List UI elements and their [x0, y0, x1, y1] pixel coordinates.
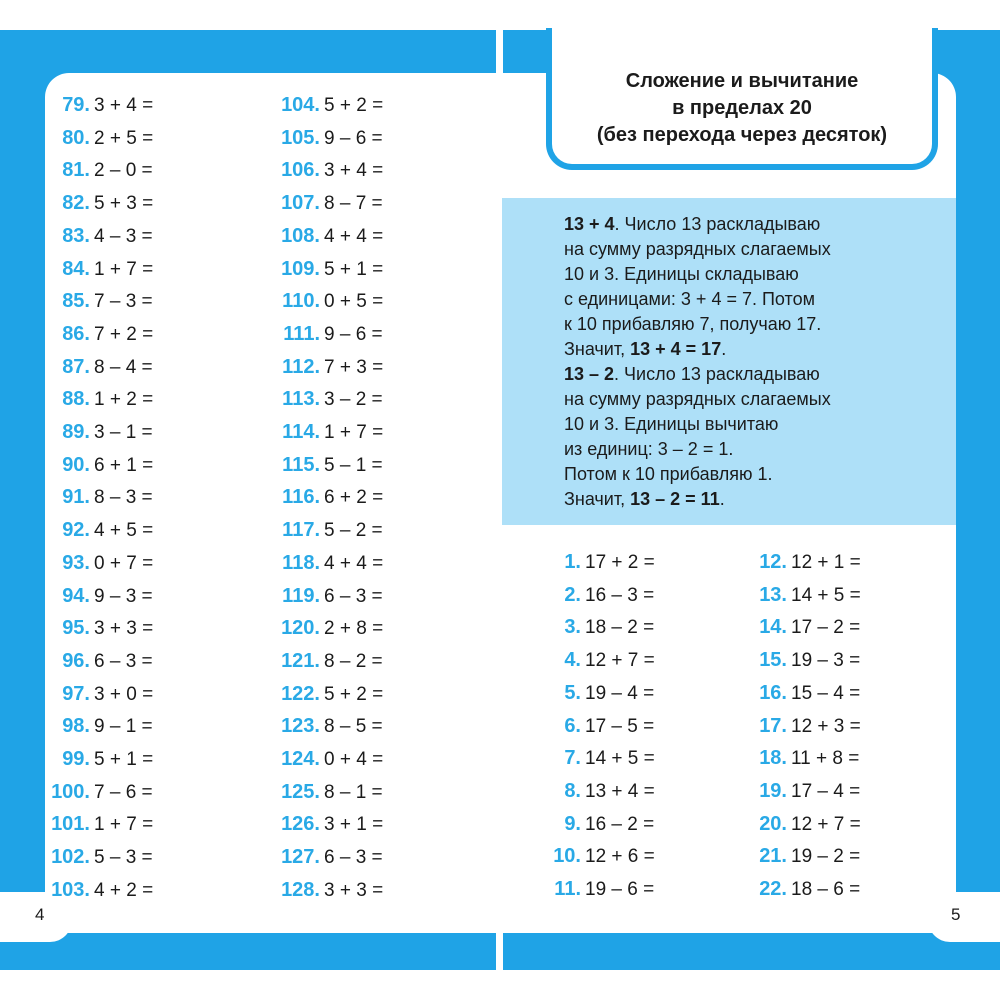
exercise-item	[733, 747, 859, 770]
exercise-item	[36, 258, 153, 281]
exercise-item	[527, 649, 655, 672]
exercise-expression: 19 – 6 =	[585, 879, 655, 900]
exercise-number: 105.	[281, 126, 320, 149]
exercise-item	[36, 225, 153, 248]
exercise-number: 120.	[281, 617, 320, 640]
exercise-number: 91.	[62, 486, 90, 509]
exercise-expression: 4 – 3 =	[94, 225, 153, 247]
exercise-expression: 14 + 5 =	[585, 748, 655, 770]
exercise-item	[266, 552, 383, 575]
section-title	[552, 68, 932, 149]
exercise-expression: 12 + 3 =	[791, 715, 861, 737]
exercise-expression: 5 – 1 =	[324, 454, 383, 476]
exercise-number: 117.	[282, 519, 320, 542]
exercise-expression: 0 + 5 =	[324, 291, 384, 313]
exercise-number: 112.	[282, 355, 320, 378]
exercise-item	[36, 879, 153, 902]
exercise-expression: 17 – 4 =	[791, 780, 861, 802]
exercise-item	[266, 127, 383, 150]
exercise-number: 102.	[51, 846, 90, 869]
exercise-item	[266, 617, 383, 640]
exercise-item	[733, 682, 860, 705]
exercise-expression: 8 – 4 =	[94, 356, 153, 378]
rule-line: на сумму разрядных слагаемых	[564, 239, 831, 259]
rule-example-expression: 13 – 2	[564, 364, 615, 384]
exercise-number: 121.	[281, 649, 320, 672]
exercise-number: 82.	[62, 192, 90, 215]
exercise-item	[527, 878, 654, 901]
exercise-number: 125.	[281, 780, 320, 803]
rule-example-expression: 13 + 4	[564, 214, 615, 234]
exercise-expression: 19 – 2 =	[791, 846, 861, 868]
exercise-number: 111.	[283, 322, 320, 345]
section-title-line: в пределах 20	[672, 97, 812, 119]
exercise-expression: 8 – 1 =	[324, 781, 383, 803]
exercise-item	[36, 617, 153, 640]
exercise-item	[36, 650, 153, 673]
exercise-expression: 3 + 3 =	[94, 618, 154, 640]
exercise-number: 15.	[759, 649, 787, 672]
exercise-number: 12.	[759, 551, 787, 573]
exercise-item	[266, 323, 383, 346]
exercise-expression: 12 + 7 =	[791, 813, 861, 835]
exercise-expression: 4 + 4 =	[324, 225, 384, 247]
exercise-item	[266, 519, 383, 542]
exercise-item	[36, 781, 153, 804]
rule-line: 10 и 3. Единицы вычитаю	[564, 414, 779, 434]
exercise-item	[733, 649, 860, 672]
exercise-number: 93.	[62, 551, 90, 574]
exercise-expression: 2 – 0 =	[94, 160, 153, 182]
exercise-number: 18.	[759, 747, 787, 770]
exercise-expression: 8 – 3 =	[94, 487, 153, 509]
exercise-expression: 19 – 4 =	[585, 682, 655, 704]
exercise-number: 124.	[281, 748, 320, 770]
exercise-item	[266, 748, 383, 771]
exercise-expression: 8 – 5 =	[324, 716, 383, 738]
exercise-item	[266, 879, 383, 902]
section-title-box	[546, 28, 938, 170]
exercise-number: 4.	[564, 649, 581, 672]
exercise-expression: 7 + 3 =	[324, 356, 384, 378]
exercise-number: 96.	[62, 649, 90, 672]
exercise-item	[527, 682, 654, 705]
exercise-expression: 16 – 2 =	[585, 813, 655, 835]
exercise-expression: 19 – 3 =	[791, 650, 861, 672]
exercise-expression: 15 – 4 =	[791, 682, 861, 704]
exercise-number: 106.	[281, 159, 320, 182]
exercise-number: 19.	[759, 779, 787, 802]
exercise-item	[733, 616, 860, 639]
exercise-expression: 3 + 4 =	[94, 95, 154, 116]
rule-line: 10 и 3. Единицы складываю	[564, 264, 799, 284]
exercise-item	[733, 845, 860, 868]
exercise-number: 6.	[564, 714, 581, 737]
rule-line: Значит, 13 – 2 = 11.	[564, 489, 725, 509]
exercise-item	[266, 356, 383, 379]
exercise-expression: 13 + 4 =	[585, 780, 655, 802]
exercise-expression: 5 + 1 =	[94, 749, 154, 770]
exercise-number: 87.	[62, 355, 90, 378]
section-title-line: (без перехода через десяток)	[596, 124, 888, 146]
rule-result: 13 – 2 = 11	[630, 489, 720, 509]
exercise-number: 80.	[62, 126, 90, 149]
exercise-expression: 6 + 2 =	[324, 487, 384, 509]
exercise-item	[266, 225, 383, 248]
exercise-number: 110.	[282, 290, 320, 313]
exercise-expression: 1 + 7 =	[94, 814, 154, 836]
exercise-expression: 5 + 2 =	[324, 683, 384, 705]
exercise-number: 13.	[759, 583, 787, 606]
exercise-expression: 12 + 1 =	[791, 552, 861, 573]
exercise-expression: 1 + 2 =	[94, 389, 154, 411]
exercise-item	[266, 813, 383, 836]
exercise-number: 119.	[282, 584, 320, 607]
exercise-number: 79.	[62, 94, 90, 116]
exercise-number: 118.	[282, 551, 320, 574]
exercise-expression: 18 – 2 =	[585, 617, 655, 639]
rule-result: 13 + 4 = 17	[630, 339, 722, 359]
exercise-item	[527, 813, 654, 836]
exercise-item	[266, 159, 383, 182]
exercise-item	[36, 159, 153, 182]
exercise-number: 101.	[51, 813, 90, 836]
exercise-expression: 6 – 3 =	[94, 650, 153, 672]
exercise-item	[733, 551, 861, 574]
exercise-expression: 11 + 8 =	[791, 748, 860, 770]
exercise-item	[36, 813, 153, 836]
exercise-expression: 7 – 6 =	[94, 781, 153, 803]
exercise-item	[266, 421, 383, 444]
exercise-item	[527, 747, 655, 770]
exercise-item	[733, 715, 861, 738]
exercise-expression: 12 + 7 =	[585, 650, 655, 672]
exercise-item	[527, 715, 654, 738]
exercise-item	[266, 94, 383, 117]
exercise-item	[36, 683, 153, 706]
exercise-item	[36, 388, 153, 411]
exercise-number: 8.	[564, 779, 581, 802]
exercise-expression: 3 + 4 =	[324, 160, 384, 182]
exercise-expression: 3 + 0 =	[94, 683, 154, 705]
section-title-line: Сложение и вычитание	[625, 70, 859, 92]
exercise-item	[36, 846, 153, 869]
exercise-number: 84.	[62, 257, 90, 280]
exercise-expression: 6 – 3 =	[324, 585, 383, 607]
exercise-item	[266, 454, 383, 477]
exercise-item	[266, 192, 383, 215]
exercise-item	[36, 585, 153, 608]
exercise-expression: 0 + 4 =	[324, 749, 384, 770]
right-page-number: 5	[951, 905, 961, 924]
exercise-expression: 17 – 2 =	[791, 617, 861, 639]
exercise-item	[36, 192, 153, 215]
rule-line: 13 + 4. Число 13 раскладываю	[564, 214, 821, 234]
rule-line: Потом к 10 прибавляю 1.	[564, 464, 773, 484]
exercise-number: 5.	[564, 681, 581, 704]
exercise-expression: 4 + 2 =	[94, 879, 154, 901]
exercise-item	[266, 650, 383, 673]
exercise-number: 3.	[564, 616, 581, 639]
exercise-expression: 2 + 8 =	[324, 618, 384, 640]
exercise-number: 100.	[51, 780, 90, 803]
exercise-number: 14.	[759, 616, 787, 639]
exercise-expression: 5 + 1 =	[324, 258, 384, 280]
exercise-expression: 2 + 5 =	[94, 127, 154, 149]
exercise-item	[733, 780, 860, 803]
exercise-expression: 5 – 2 =	[324, 520, 383, 542]
exercise-number: 21.	[759, 845, 787, 868]
exercise-item	[36, 323, 153, 346]
exercise-expression: 8 – 2 =	[324, 650, 383, 672]
exercise-number: 128.	[281, 878, 320, 901]
exercise-number: 89.	[62, 421, 90, 443]
exercise-item	[36, 94, 153, 117]
exercise-number: 107.	[281, 192, 320, 215]
exercise-item	[266, 585, 383, 608]
exercise-item	[36, 486, 153, 509]
exercise-number: 108.	[281, 224, 320, 247]
exercise-expression: 6 + 1 =	[94, 454, 154, 476]
rule-explanation-text	[564, 212, 831, 512]
exercise-number: 99.	[62, 748, 90, 770]
exercise-number: 90.	[62, 453, 90, 476]
rule-line: к 10 прибавляю 7, получаю 17.	[564, 314, 822, 334]
exercise-number: 114.	[282, 421, 320, 443]
exercise-number: 1.	[564, 551, 581, 573]
exercise-number: 95.	[62, 617, 90, 640]
exercise-number: 81.	[62, 159, 90, 182]
exercise-number: 104.	[281, 94, 320, 116]
exercise-number: 97.	[62, 682, 90, 705]
exercise-item	[266, 715, 383, 738]
exercise-expression: 1 + 7 =	[324, 422, 384, 443]
exercise-number: 11.	[554, 878, 581, 900]
exercise-number: 86.	[62, 322, 90, 345]
exercise-number: 17.	[759, 714, 787, 737]
exercise-item	[266, 486, 383, 509]
exercise-expression: 18 – 6 =	[791, 879, 861, 900]
exercise-number: 88.	[62, 388, 90, 411]
exercise-number: 22.	[759, 878, 787, 900]
exercise-expression: 4 + 4 =	[324, 552, 384, 574]
exercise-item	[527, 845, 655, 868]
exercise-item	[266, 290, 383, 313]
exercise-expression: 6 – 3 =	[324, 847, 383, 869]
exercise-expression: 5 + 2 =	[324, 95, 384, 116]
exercise-item	[266, 388, 383, 411]
exercise-number: 85.	[62, 290, 90, 313]
exercise-number: 10.	[553, 845, 581, 868]
exercise-item	[36, 715, 153, 738]
rule-line: из единиц: 3 – 2 = 1.	[564, 439, 734, 459]
exercise-number: 9.	[564, 812, 581, 835]
exercise-item	[527, 551, 655, 574]
exercise-number: 116.	[282, 486, 320, 509]
exercise-item	[36, 290, 153, 313]
rule-explanation-box	[502, 198, 956, 525]
exercise-number: 123.	[281, 715, 320, 738]
exercise-expression: 9 – 6 =	[324, 323, 383, 345]
exercise-expression: 1 + 7 =	[94, 258, 154, 280]
exercise-item	[266, 846, 383, 869]
exercise-number: 103.	[51, 878, 90, 901]
left-page-number: 4	[35, 905, 45, 924]
exercise-expression: 12 + 6 =	[585, 846, 655, 868]
exercise-number: 16.	[759, 681, 787, 704]
exercise-number: 2.	[564, 583, 581, 606]
exercise-column-left-2	[266, 94, 446, 904]
exercise-expression: 3 + 1 =	[324, 814, 384, 836]
exercise-number: 115.	[282, 453, 320, 476]
exercise-number: 113.	[282, 388, 320, 411]
exercise-item	[733, 813, 861, 836]
exercise-expression: 3 – 1 =	[94, 422, 153, 443]
exercise-item	[36, 356, 153, 379]
exercise-item	[527, 780, 655, 803]
exercise-expression: 17 – 5 =	[585, 715, 655, 737]
exercise-expression: 3 – 2 =	[324, 389, 383, 411]
exercise-expression: 3 + 3 =	[324, 879, 384, 901]
exercise-number: 122.	[281, 682, 320, 705]
exercise-expression: 0 + 7 =	[94, 552, 154, 574]
exercise-expression: 17 + 2 =	[585, 552, 655, 573]
exercise-number: 20.	[759, 812, 787, 835]
rule-line: Значит, 13 + 4 = 17.	[564, 339, 727, 359]
exercise-expression: 9 – 3 =	[94, 585, 153, 607]
rule-line: на сумму разрядных слагаемых	[564, 389, 831, 409]
exercise-number: 92.	[62, 519, 90, 542]
exercise-number: 127.	[281, 846, 320, 869]
exercise-item	[733, 878, 860, 901]
exercise-expression: 8 – 7 =	[324, 193, 383, 215]
exercise-expression: 5 – 3 =	[94, 847, 153, 869]
exercise-column-right-1	[527, 551, 707, 901]
exercise-column-left-1	[36, 94, 216, 904]
exercise-expression: 9 – 6 =	[324, 127, 383, 149]
exercise-number: 126.	[281, 813, 320, 836]
exercise-item	[266, 781, 383, 804]
exercise-expression: 7 – 3 =	[94, 291, 153, 313]
exercise-item	[527, 584, 654, 607]
exercise-item	[36, 127, 153, 150]
exercise-expression: 7 + 2 =	[94, 323, 154, 345]
exercise-number: 109.	[281, 257, 320, 280]
exercise-expression: 5 + 3 =	[94, 193, 154, 215]
rule-line: 13 – 2. Число 13 раскладываю	[564, 364, 820, 384]
exercise-item	[36, 552, 153, 575]
exercise-number: 94.	[62, 584, 90, 607]
exercise-number: 7.	[564, 747, 581, 770]
exercise-item	[266, 258, 383, 281]
exercise-expression: 14 + 5 =	[791, 584, 861, 606]
right-page-number-tab	[928, 892, 1000, 942]
exercise-item	[36, 519, 153, 542]
exercise-number: 98.	[62, 715, 90, 738]
rule-line: с единицами: 3 + 4 = 7. Потом	[564, 289, 815, 309]
exercise-item	[36, 748, 153, 771]
exercise-item	[733, 584, 861, 607]
exercise-expression: 4 + 5 =	[94, 520, 154, 542]
exercise-expression: 9 – 1 =	[94, 716, 153, 738]
exercise-item	[527, 616, 654, 639]
exercise-item	[36, 454, 153, 477]
exercise-number: 83.	[62, 224, 90, 247]
exercise-item	[266, 683, 383, 706]
exercise-item	[36, 421, 153, 444]
exercise-column-right-2	[733, 551, 913, 901]
exercise-expression: 16 – 3 =	[585, 584, 655, 606]
